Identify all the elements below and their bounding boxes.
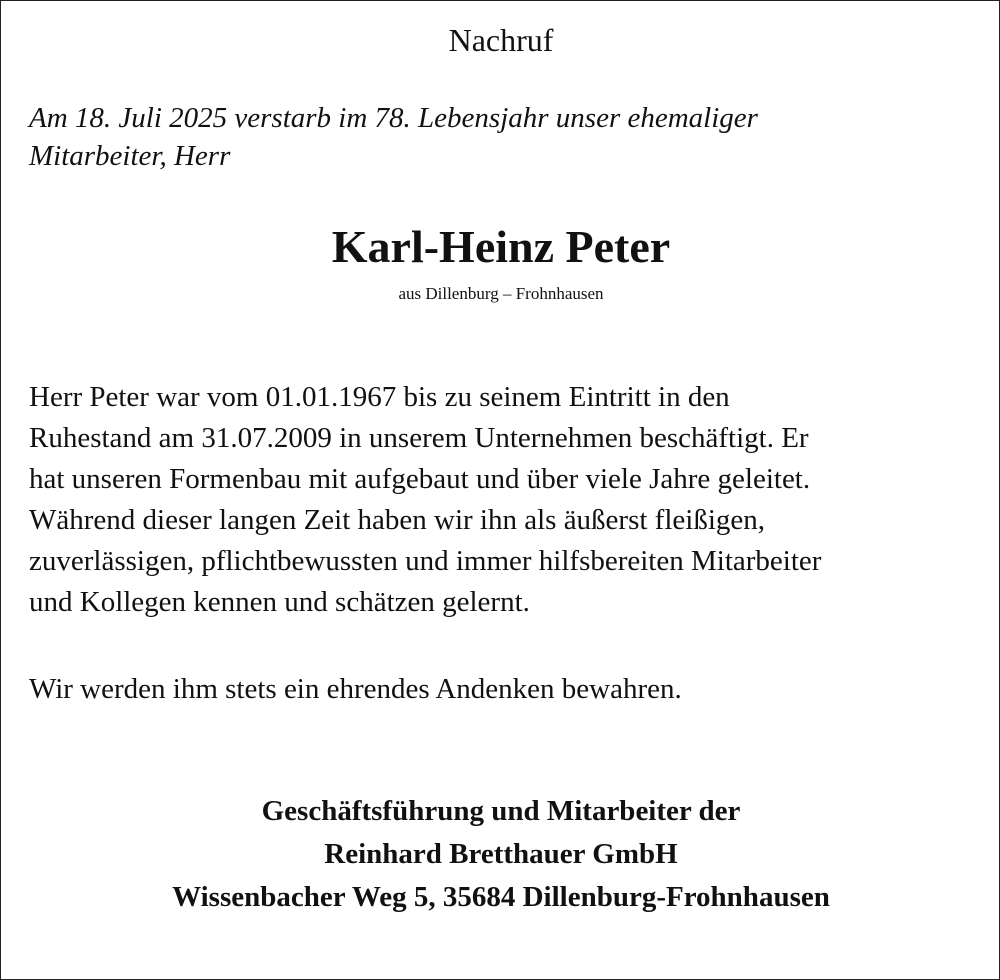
body-line: und Kollegen kennen und schätzen gelernt. [29,586,530,618]
intro-text [29,99,969,175]
deceased-origin: aus Dillenburg – Frohnhausen [398,284,604,303]
body-line: zuverlässigen, pflichtbewussten und immer hilfsbereiten Mitarbeiter [29,545,822,577]
body-line: Während dieser langen Zeit haben wir ihn als äußerst fleißigen, [29,504,766,536]
signature-line: Geschäftsführung und Mitarbeiter der [261,795,741,827]
signature-line: Reinhard Bretthauer GmbH [324,838,678,870]
signature-block [1,790,1000,919]
obituary-heading: Nachruf [448,22,554,58]
body-line: Ruhestand am 31.07.2009 in unserem Unternehmen beschäftigt. Er [29,422,809,454]
signature-line: Wissenbacher Weg 5, 35684 Dillenburg-Frohnhausen [172,881,830,913]
intro-line: Mitarbeiter, Herr [29,140,231,172]
obituary-body [29,377,979,623]
body-line: hat unseren Formenbau mit aufgebaut und über viele Jahre geleitet. [29,463,811,495]
deceased-name: Karl-Heinz Peter [331,221,671,272]
closing-sentence: Wir werden ihm stets ein ehrendes Andenken bewahren. [29,673,682,705]
body-line: Herr Peter war vom 01.01.1967 bis zu seinem Eintritt in den [29,381,730,413]
intro-line: Am 18. Juli 2025 verstarb im 78. Lebensjahr unser ehemaliger [29,102,758,134]
